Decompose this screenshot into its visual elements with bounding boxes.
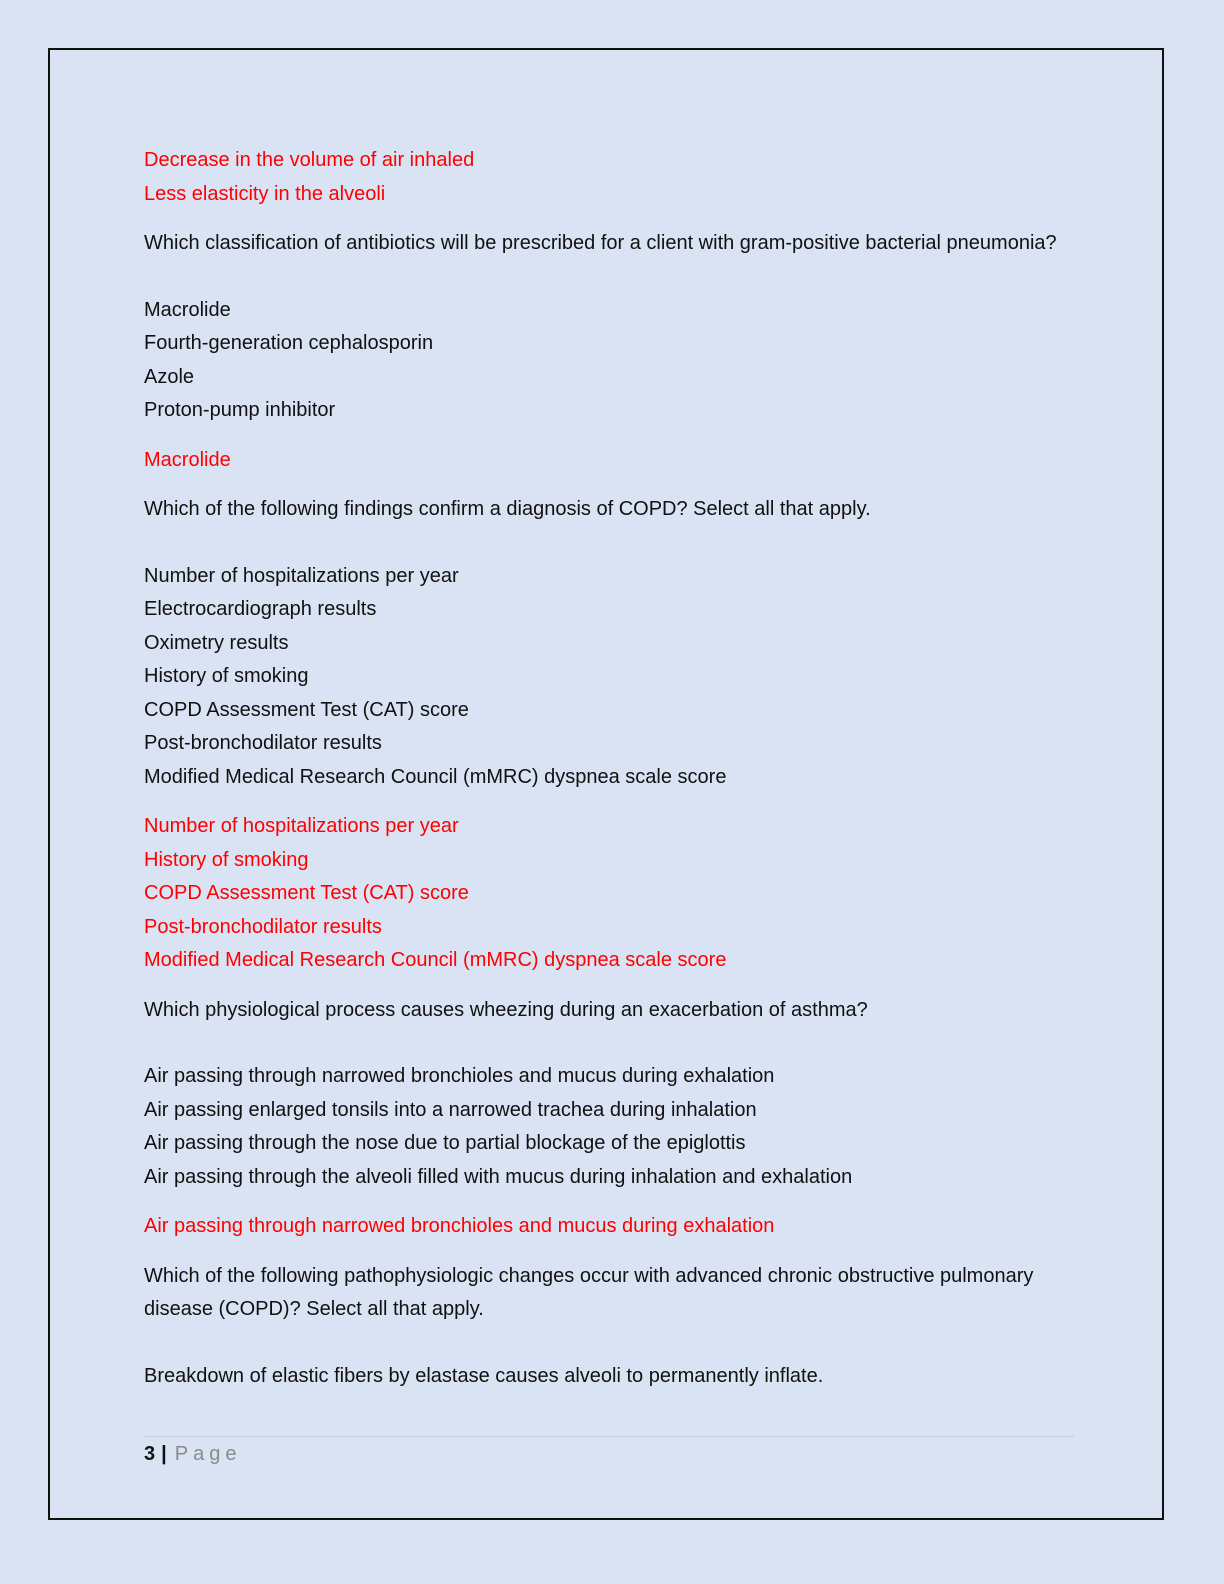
question-text: Which physiological process causes wheezing during an exacerbation of asthma? [144, 998, 868, 1021]
answer-line: History of smoking [144, 848, 309, 871]
option-line: Fourth-generation cephalosporin [144, 332, 434, 354]
option-line: Air passing through the alveoli filled with mucus during inhalation and exhalation [144, 1165, 853, 1188]
option-line: History of smoking [144, 665, 309, 687]
option-line: Air passing through narrowed bronchioles and mucus during exhalation [144, 1065, 775, 1087]
answer-line: Post-bronchodilator results [144, 915, 382, 938]
document-body [144, 144, 1084, 1393]
answer-line: Modified Medical Research Council (mMRC) dyspnea scale score [144, 949, 727, 971]
option-line: Electrocardiograph results [144, 598, 377, 620]
answer-line: Air passing through narrowed bronchioles and mucus during exhalation [144, 1215, 775, 1237]
answer-line: Less elasticity in the alveoli [144, 182, 386, 205]
option-line: Post-bronchodilator results [144, 732, 382, 754]
option-line: Breakdown of elastic fibers by elastase causes alveoli to permanently inflate. [144, 1364, 824, 1387]
answer-line: Macrolide [144, 448, 231, 471]
answer-line: Number of hospitalizations per year [144, 815, 459, 837]
option-line: Proton-pump inhibitor [144, 399, 336, 421]
option-line: COPD Assessment Test (CAT) score [144, 698, 469, 721]
option-line: Number of hospitalizations per year [144, 564, 459, 587]
footer-divider [144, 1436, 1074, 1437]
option-line: Macrolide [144, 298, 231, 321]
option-line: Air passing through the nose due to partial blockage of the epiglottis [144, 1132, 746, 1154]
question-text: Which classification of antibiotics will be prescribed for a client with gram-positive bacterial pneumonia? [144, 232, 1057, 254]
question-text: Which of the following findings confirm a diagnosis of COPD? Select all that apply. [144, 498, 871, 520]
footer-separator: | [161, 1443, 167, 1465]
option-line: Modified Medical Research Council (mMRC) dyspnea scale score [144, 765, 727, 788]
question-text: Which of the following pathophysiologic changes occur with advanced chronic obstructive pulmonary disease (COPD)? Select all that apply. [144, 1264, 1034, 1320]
option-line: Oximetry results [144, 631, 289, 654]
page-footer [144, 1440, 241, 1468]
option-line: Azole [144, 365, 195, 388]
answer-line: COPD Assessment Test (CAT) score [144, 882, 469, 904]
page-number: 3 [144, 1443, 156, 1465]
option-line: Air passing enlarged tonsils into a narrowed trachea during inhalation [144, 1098, 757, 1121]
page-label: Page [174, 1443, 242, 1465]
answer-line: Decrease in the volume of air inhaled [144, 149, 475, 171]
